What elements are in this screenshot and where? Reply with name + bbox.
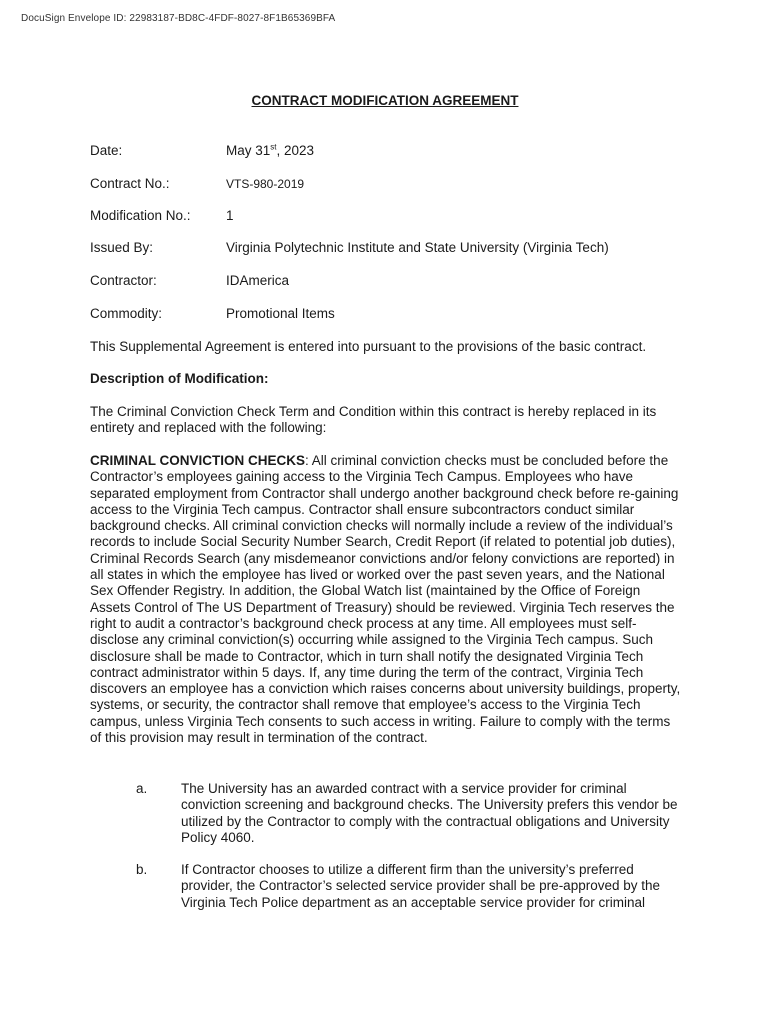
criminal-conviction-heading: CRIMINAL CONVICTION CHECKS: [90, 453, 306, 468]
description-heading: Description of Modification:: [90, 371, 269, 386]
criminal-conviction-paragraph: [90, 453, 682, 746]
criminal-conviction-text: : All criminal conviction checks must be concluded before the Contractor’s employees gaining access to the Virginia Tech Campus. Employees who have separated employment from Contractor shall undergo another background check before re-gaining access to the Virginia Tech campus. Contractor shall ensure subcontractors conduct similar background checks. All criminal conviction checks will normally include a review of the individual’s records to include Social Security Number Search, Credit Report (if related to potential job duties), Criminal Records Search (any misdemeanor convictions and/or felony convictions are reported) in all states in which the employee has lived or worked over the past seven years, and the National Sex Offender Registry. In addition, the Global Watch list (maintained by the Office of Foreign Assets Control of The US Department of Treasury) should be reviewed. Virginia Tech reserves the right to audit a contractor’s background check process at any time. All employees must self-disclose any criminal conviction(s) occurring while assigned to the Virginia Tech campus. Such disclosure shall be made to Contractor, which in turn shall notify the designated Virginia Tech contract administrator within 5 days. If, any time during the term of the contract, Virginia Tech discovers an employee has a conviction which raises concerns about university buildings, property, systems, or security, the contractor shall remove that employee’s access to the Virginia Tech campus, unless Virginia Tech consents to such access in writing. Failure to comply with the terms of this provision may result in termination of the contract.: [90, 453, 681, 746]
modification-no-label: Modification No.:: [90, 208, 191, 223]
date-value: May 31st, 2023: [226, 142, 315, 158]
list-item-text: The University has an awarded contract with a service provider for criminal conviction screening and background checks. The University prefers this vendor be utilized by the Contractor to comply with the contractual obligations and University Policy 4060.: [181, 781, 678, 845]
contract-no-label: Contract No.:: [90, 176, 170, 191]
list-item-a: [90, 781, 682, 846]
contractor-label: Contractor:: [90, 273, 157, 288]
supplemental-statement: This Supplemental Agreement is entered into pursuant to the provisions of the basic contract.: [90, 339, 647, 354]
modification-no-value: 1: [226, 208, 234, 223]
document-title: CONTRACT MODIFICATION AGREEMENT: [251, 93, 519, 108]
contractor-value: IDAmerica: [226, 273, 290, 288]
date-label: Date:: [90, 143, 123, 158]
replacement-intro: The Criminal Conviction Check Term and Condition within this contract is hereby replaced in its entirety and replaced with the following:: [90, 404, 657, 436]
docusign-envelope-id: DocuSign Envelope ID: 22983187-BD8C-4FDF-8027-8F1B65369BFA: [21, 13, 336, 24]
commodity-value: Promotional Items: [226, 306, 335, 321]
list-item-b: [90, 862, 682, 911]
list-marker: a.: [136, 781, 148, 796]
list-marker: b.: [136, 862, 148, 877]
list-item-text: If Contractor chooses to utilize a different firm than the university’s preferred provider, the Contractor’s selected service provider shall be pre-approved by the Virginia Tech Police department as an acceptable service provider for criminal: [181, 862, 661, 910]
issued-by-label: Issued By:: [90, 240, 154, 255]
contract-no-value: VTS-980-2019: [226, 177, 305, 191]
commodity-label: Commodity:: [90, 306, 163, 321]
issued-by-value: Virginia Polytechnic Institute and State University (Virginia Tech): [226, 240, 609, 255]
